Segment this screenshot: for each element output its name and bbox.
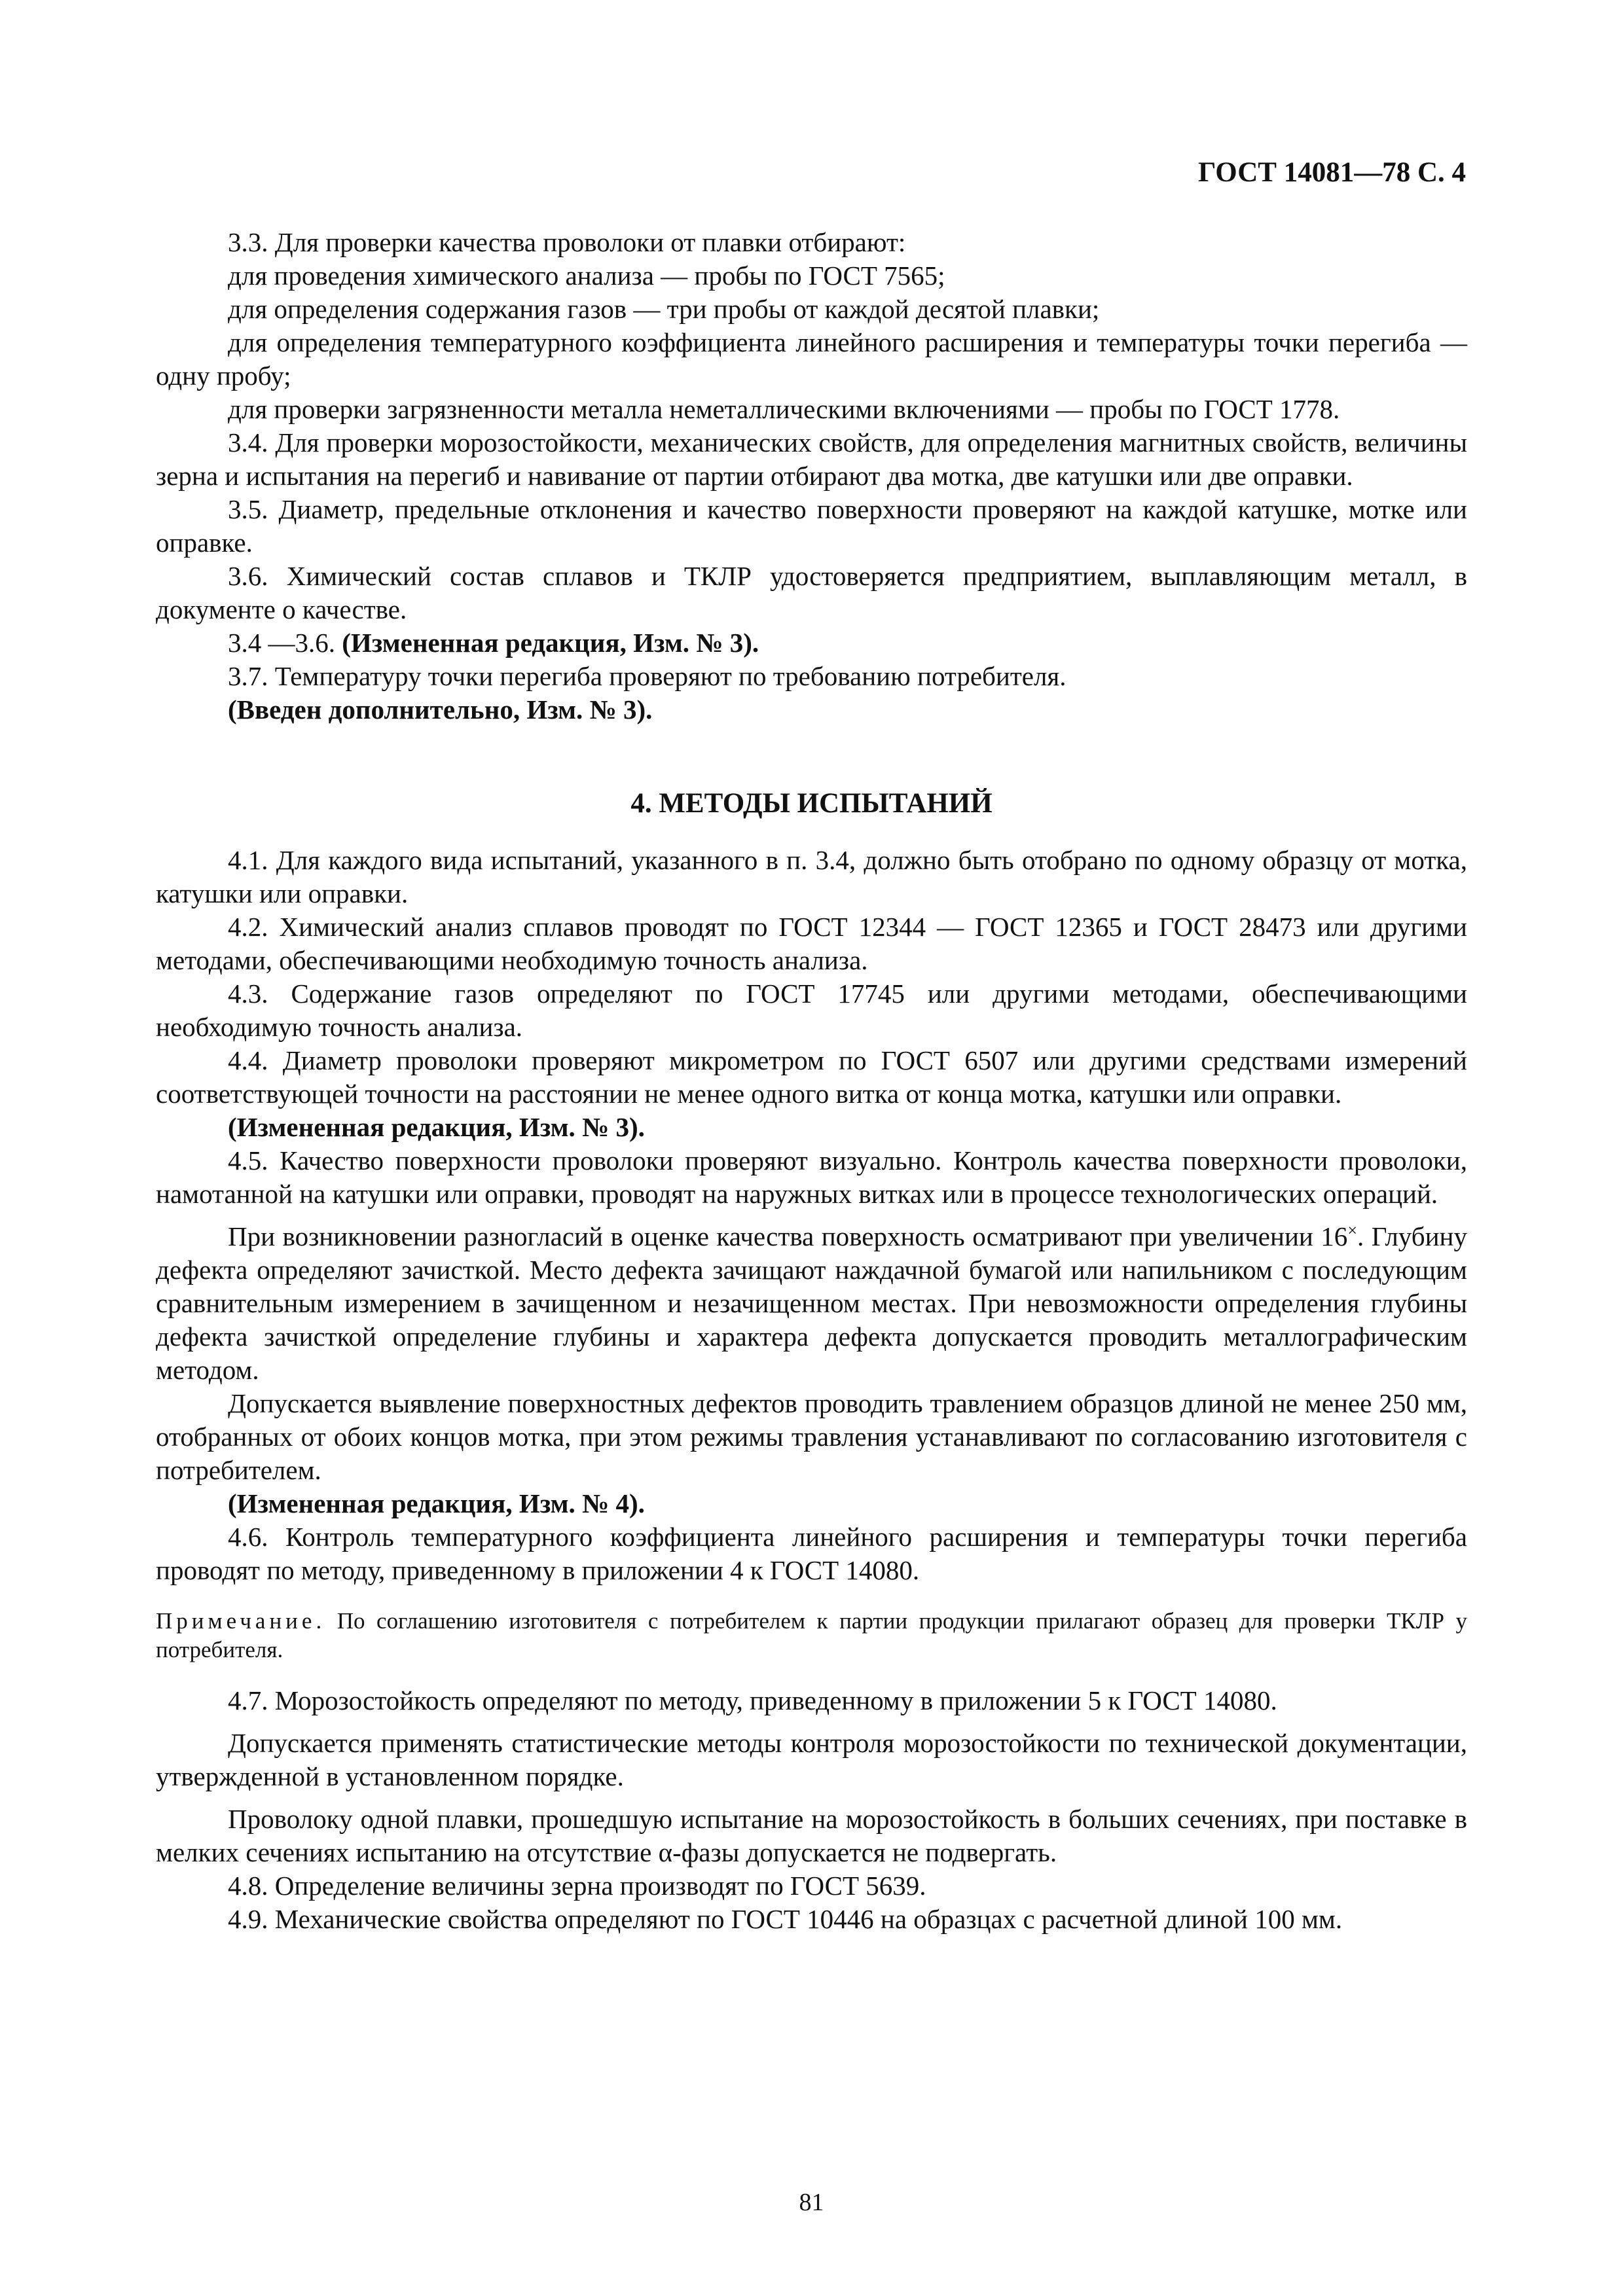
paragraph-4-7c: Проволоку одной плавки, прошедшую испытание на морозостойкость в больших сечениях, при поставке в мелких сечениях испытанию на отсутствие α-фазы допускается не подвергать. xyxy=(156,1804,1467,1867)
amendment-note: (Измененная редакция, Изм. № 3). xyxy=(342,628,759,658)
paragraph-4-4: 4.4. Диаметр проволоки проверяют микрометром по ГОСТ 6507 или другими средствами измерений соответствующей точности на расстоянии не менее одного витка от конца мотка, катушки или оправки. xyxy=(156,1045,1467,1109)
magnification-sign: × xyxy=(1347,1221,1357,1240)
paragraph-4-9: 4.9. Механические свойства определяют по ГОСТ 10446 на образцах с расчетной длиной 100 мм. xyxy=(228,1904,1343,1934)
document-body xyxy=(156,226,1467,1936)
amendment-note-4-4: (Измененная редакция, Изм. № 3). xyxy=(228,1112,645,1142)
paragraph-4-7: 4.7. Морозостойкость определяют по методу, приведенному в приложении 5 к ГОСТ 14080. xyxy=(228,1685,1277,1715)
paragraph-3-3d: для проверки загрязненности металла неметаллическими включениями — пробы по ГОСТ 1778. xyxy=(228,394,1340,424)
paragraph-4-2: 4.2. Химический анализ сплавов проводят по ГОСТ 12344 — ГОСТ 12365 и ГОСТ 28473 или другими методами, обеспечивающими необходимую точность анализа. xyxy=(156,912,1467,975)
amendment-prefix: 3.4 —3.6. xyxy=(228,628,342,658)
paragraph-4-5: 4.5. Качество поверхности проволоки проверяют визуально. Контроль качества поверхности проволоки, намотанной на катушки или оправки, проводят на наружных витках или в процессе технологических операций. xyxy=(156,1145,1467,1209)
page-header: ГОСТ 14081—78 С. 4 xyxy=(1197,157,1466,188)
page-number: 81 xyxy=(799,2189,824,2216)
text-segment: При возникновении разногласий в оценке качества поверхность осматривают при увеличении 16 xyxy=(228,1221,1348,1251)
text-segment: . Глубину дефекта определяют зачисткой. Место дефекта зачищают наждачной бумагой или напильником с последующим сравнительным измерением в зачищенном и незачищенном местах. При невозможности определения глубины дефекта зачисткой определение глубины и характера дефекта допускается проводить металлографическим методом. xyxy=(156,1221,1467,1385)
note xyxy=(156,1607,1467,1664)
paragraph-3-3a: для проведения химического анализа — пробы по ГОСТ 7565; xyxy=(228,260,945,291)
amendment-note-4-5: (Измененная редакция, Изм. № 4). xyxy=(228,1488,645,1518)
paragraph-3-7: 3.7. Температуру точки перегиба проверяют по требованию потребителя. xyxy=(228,661,1067,691)
paragraph-3-4: 3.4. Для проверки морозостойкости, механических свойств, для определения магнитных свойств, величины зерна и испытания на перегиб и навивание от партии отбирают два мотка, две катушки или две оправки. xyxy=(156,427,1467,491)
paragraph-4-5c: Допускается выявление поверхностных дефектов проводить травлением образцов длиной не менее 250 мм, отобранных от обоих концов мотка, при этом режимы травления устанавливают по согласованию изготовителя с потребителем. xyxy=(156,1388,1467,1485)
paragraph-4-1: 4.1. Для каждого вида испытаний, указанного в п. 3.4, должно быть отобрано по одному образцу от мотка, катушки или оправки. xyxy=(156,845,1467,908)
paragraph-3-6: 3.6. Химический состав сплавов и ТКЛР удостоверяется предприятием, выплавляющим металл, в документе о качестве. xyxy=(156,561,1467,624)
paragraph-4-6: 4.6. Контроль температурного коэффициента линейного расширения и температуры точки перегиба проводят по методу, приведенному в приложении 4 к ГОСТ 14080. xyxy=(156,1522,1467,1585)
paragraph-4-8: 4.8. Определение величины зерна производят по ГОСТ 5639. xyxy=(228,1871,926,1901)
amendment-note-3-7: (Введен дополнительно, Изм. № 3). xyxy=(228,694,653,725)
paragraph-3-3c: для определения температурного коэффициента линейного расширения и температуры точки перегиба — одну пробу; xyxy=(156,327,1467,391)
section-title: 4. МЕТОДЫ ИСПЫТАНИЙ xyxy=(630,788,993,819)
paragraph-3-3b: для определения содержания газов — три пробы от каждой десятой плавки; xyxy=(228,294,1100,324)
paragraph-4-7b: Допускается применять статистические методы контроля морозостойкости по технической документации, утвержденной в установленном порядке. xyxy=(156,1728,1467,1791)
paragraph-4-3: 4.3. Содержание газов определяют по ГОСТ 17745 или другими методами, обеспечивающими необходимую точность анализа. xyxy=(156,978,1467,1042)
paragraph-3-4-3-6 xyxy=(156,626,1467,660)
paragraph-4-5b xyxy=(156,1220,1467,1387)
note-label: Примечание. xyxy=(156,1608,326,1634)
note-text: По соглашению изготовителя с потребителем к партии продукции прилагают образец для проверки ТКЛР у потребителя. xyxy=(156,1608,1467,1662)
paragraph-3-5: 3.5. Диаметр, предельные отклонения и качество поверхности проверяют на каждой катушке, мотке или оправке. xyxy=(156,494,1467,558)
paragraph-3-3: 3.3. Для проверки качества проволоки от плавки отбирают: xyxy=(228,227,906,257)
